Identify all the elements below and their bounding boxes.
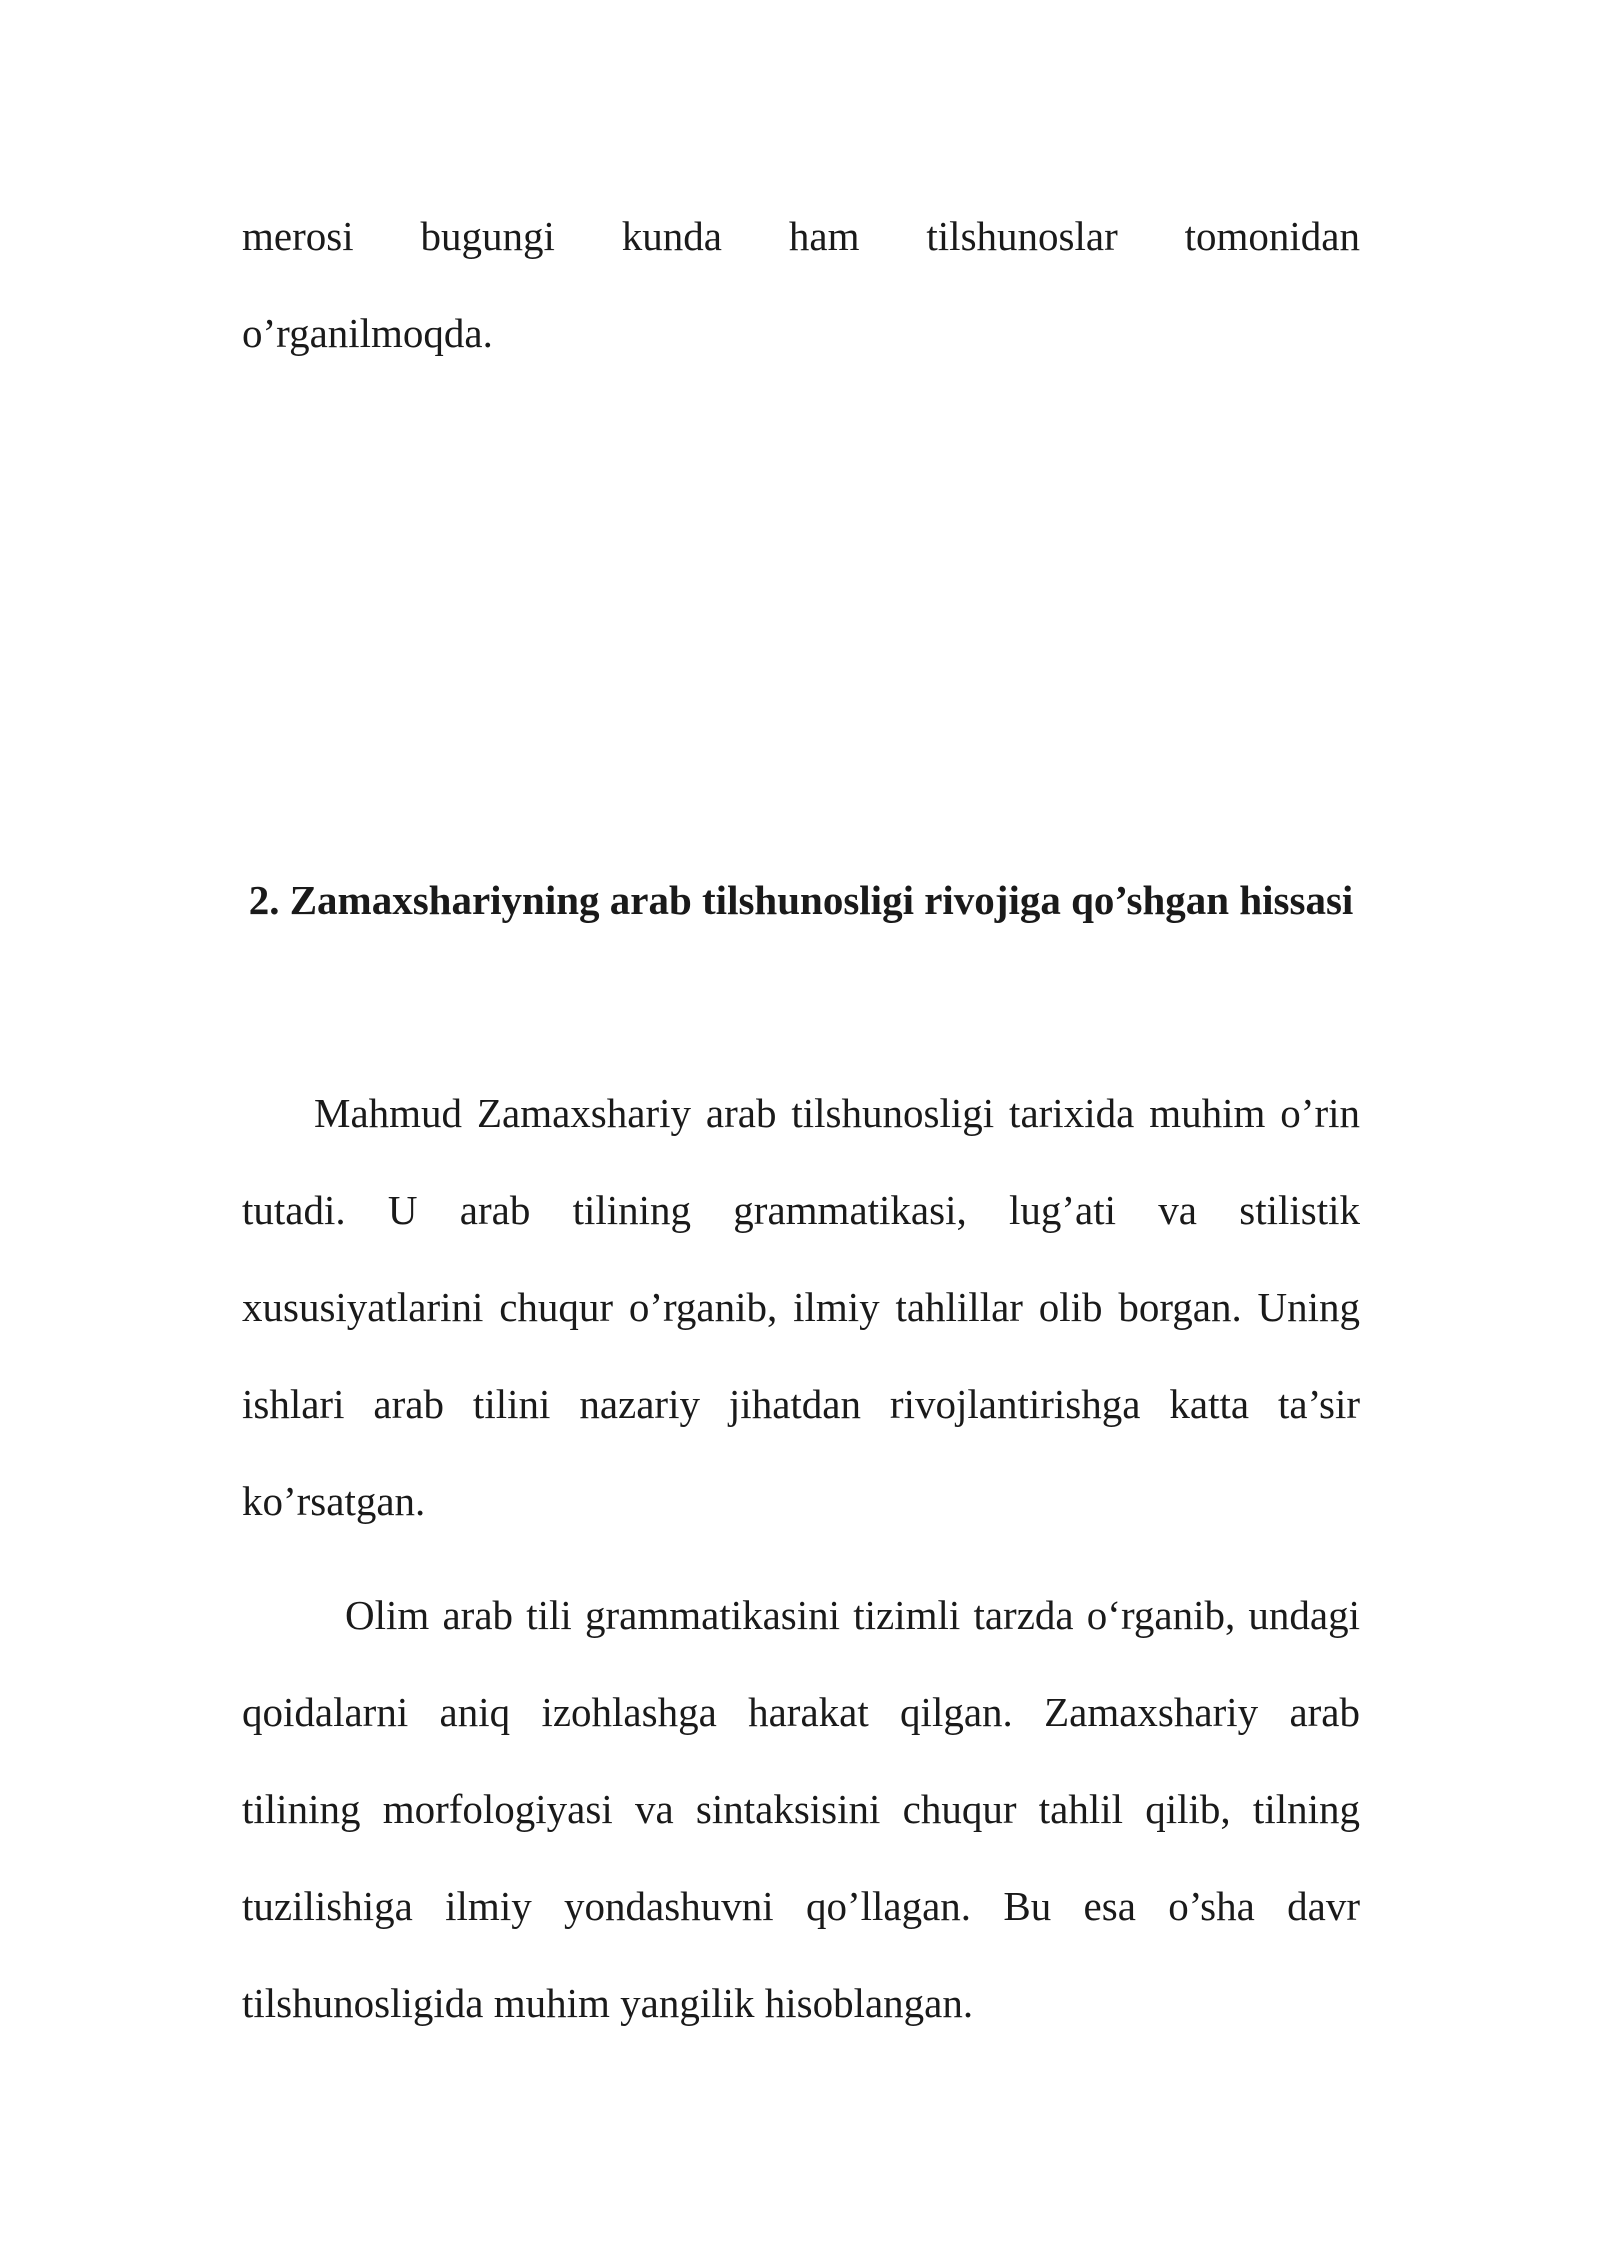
continuation-paragraph [242,188,1360,382]
document-page [242,0,1360,2262]
paragraph-1: Mahmud Zamaxshariy arab tilshunosligi tarixida muhim o’rin tutadi. U arab tilining grammatikasi, lug’ati va stilistik xususiyatlarini chuqur o’rganib, ilmiy tahlillar olib borgan. Uning ishlari arab tilini nazariy jihatdan rivojlantirishga katta ta’sir ko’rsatgan. [242,1090,1360,1524]
continuation-line-1: merosi bugungi kunda ham tilshunoslar tomonidan [242,213,1360,259]
section-heading: 2. Zamaxshariyning arab tilshunosligi rivojiga qo’shgan hissasi [248,877,1354,923]
paragraph-2: Olim arab tili grammatikasini tizimli tarzda o‘rganib, undagi qoidalarni aniq izohlashga harakat qilgan. Zamaxshariy arab tilining morfologiyasi va sintaksisini chuqur tahlil qilib, tilning tuzilishiga ilmiy yondashuvni qo’llagan. Bu esa o’sha davr tilshunosligida muhim yangilik hisoblangan. [242,1592,1360,2026]
continuation-line-2: o’rganilmoqda. [242,310,493,356]
